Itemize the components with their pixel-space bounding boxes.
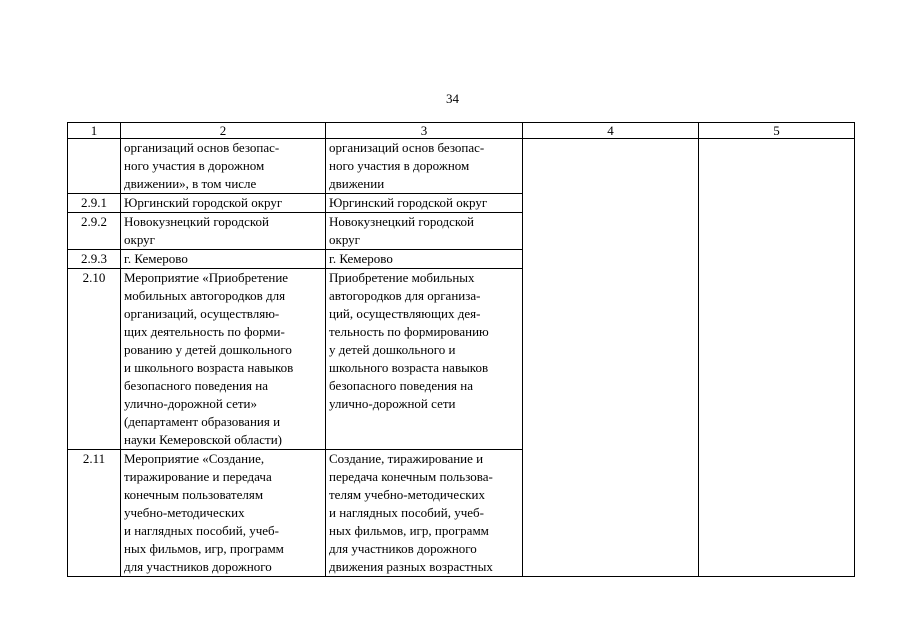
activity-content-cell: Приобретение мобильных автогородков для организа- ций, осуществляющих дея- тельность по формированию у детей дошкольного и школьного возраста навыков безопасного поведения на улично-дорожной сети <box>326 269 523 450</box>
table-header-row <box>68 123 855 139</box>
column-4-cell <box>523 213 699 250</box>
table-row <box>68 269 855 450</box>
activity-content-cell: г. Кемерово <box>326 250 523 269</box>
activity-content-cell: Юргинский городской округ <box>326 194 523 213</box>
column-4-cell <box>523 194 699 213</box>
header-cell-1: 1 <box>68 123 121 139</box>
row-number <box>68 139 121 194</box>
column-5-cell <box>699 450 855 577</box>
column-5-cell <box>699 213 855 250</box>
table-row <box>68 450 855 577</box>
activity-content-cell: организаций основ безопас- ного участия в дорожном движении <box>326 139 523 194</box>
activity-name-cell: г. Кемерово <box>121 250 326 269</box>
activity-name-cell: Мероприятие «Приобретение мобильных автогородков для организаций, осуществляю- щих деятельность по форми- рованию у детей дошкольного и школьного возраста навыков безопасного поведения на улично-дорожной сети» (департамент образования и науки Кемеровской области) <box>121 269 326 450</box>
row-number: 2.10 <box>68 269 121 450</box>
column-4-cell <box>523 139 699 194</box>
column-5-cell <box>699 269 855 450</box>
row-number: 2.9.2 <box>68 213 121 250</box>
column-4-cell <box>523 250 699 269</box>
activity-name-cell: организаций основ безопас- ного участия в дорожном движении», в том числе <box>121 139 326 194</box>
column-4-cell <box>523 269 699 450</box>
header-cell-3: 3 <box>326 123 523 139</box>
table-row <box>68 213 855 250</box>
row-number: 2.11 <box>68 450 121 577</box>
column-4-cell <box>523 450 699 577</box>
table-row <box>68 194 855 213</box>
header-cell-5: 5 <box>699 123 855 139</box>
program-table <box>67 122 855 577</box>
activity-name-cell: Новокузнецкий городской округ <box>121 213 326 250</box>
column-5-cell <box>699 194 855 213</box>
activity-content-cell: Создание, тиражирование и передача конечным пользова- телям учебно-методических и наглядных пособий, учеб- ных фильмов, игр, программ для участников дорожного движения разных возрастных <box>326 450 523 577</box>
page-number: 34 <box>446 91 459 106</box>
activity-content-cell: Новокузнецкий городской округ <box>326 213 523 250</box>
column-5-cell <box>699 250 855 269</box>
activity-name-cell: Юргинский городской округ <box>121 194 326 213</box>
row-number: 2.9.1 <box>68 194 121 213</box>
table-row <box>68 139 855 194</box>
activity-name-cell: Мероприятие «Создание, тиражирование и передача конечным пользователям учебно-методических и наглядных пособий, учеб- ных фильмов, игр, программ для участников дорожного <box>121 450 326 577</box>
header-cell-2: 2 <box>121 123 326 139</box>
header-cell-4: 4 <box>523 123 699 139</box>
table-row <box>68 250 855 269</box>
column-5-cell <box>699 139 855 194</box>
row-number: 2.9.3 <box>68 250 121 269</box>
